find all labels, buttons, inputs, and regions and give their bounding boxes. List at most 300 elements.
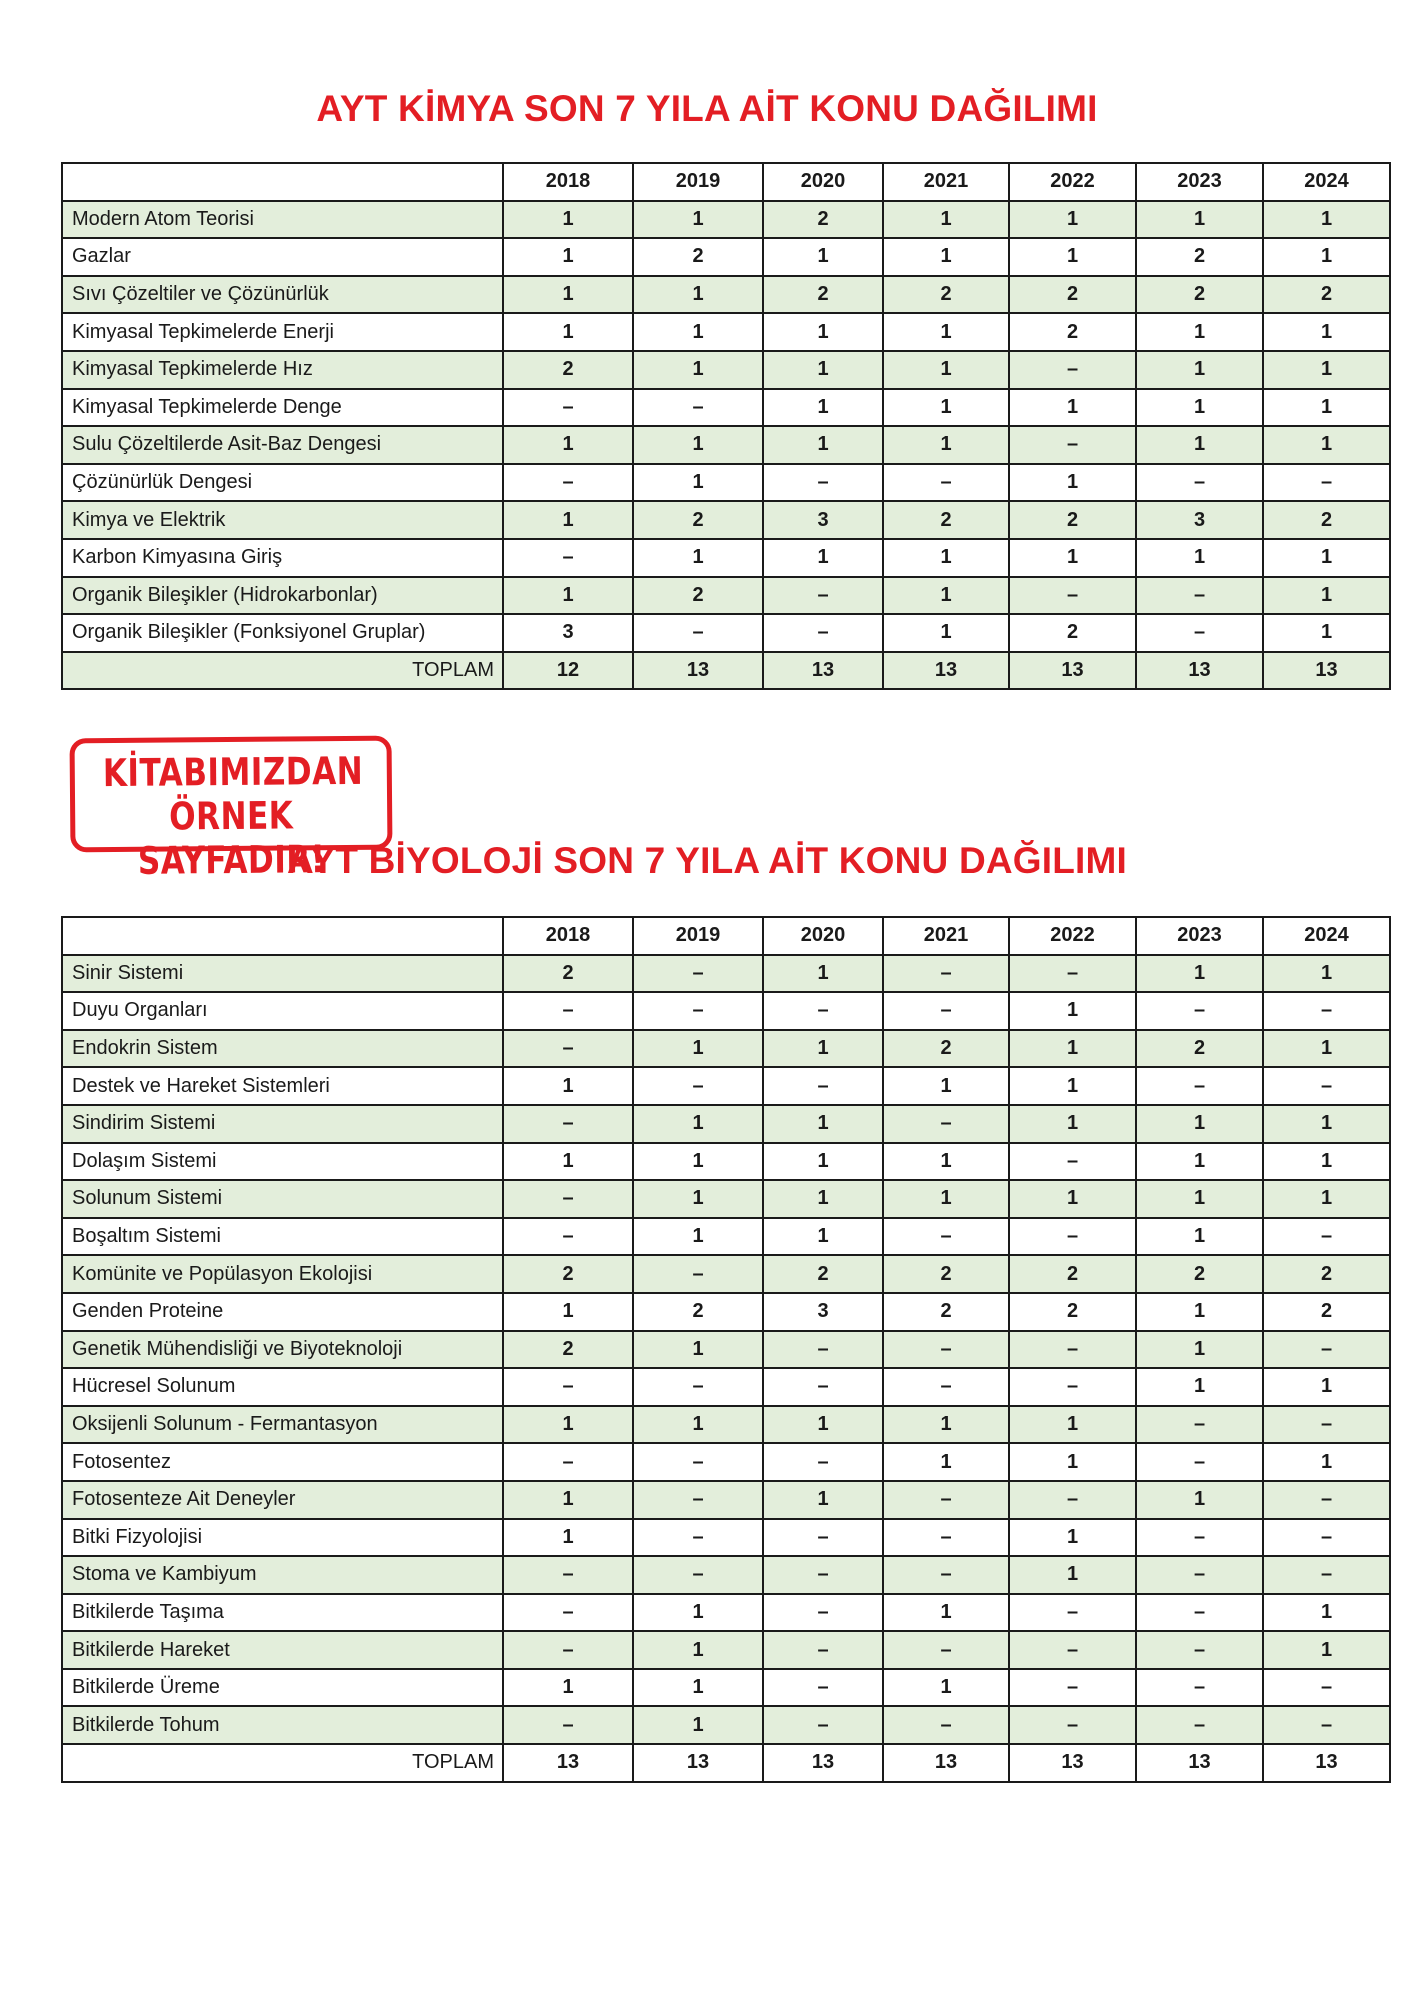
- value-cell: 1: [503, 1293, 633, 1331]
- value-cell: –: [503, 1180, 633, 1218]
- value-cell: –: [1009, 1631, 1136, 1669]
- value-cell: –: [1263, 1067, 1390, 1105]
- value-cell: 1: [1263, 1180, 1390, 1218]
- value-cell: –: [883, 1631, 1009, 1669]
- total-value: 13: [763, 1744, 883, 1782]
- value-cell: –: [1009, 1143, 1136, 1181]
- year-header: 2020: [763, 917, 883, 955]
- biology-table: [61, 916, 1391, 1783]
- table-row: [62, 955, 1390, 993]
- value-cell: 1: [503, 501, 633, 539]
- header-row: [62, 163, 1390, 201]
- value-cell: 1: [1009, 238, 1136, 276]
- value-cell: 1: [763, 539, 883, 577]
- value-cell: 1: [633, 1631, 763, 1669]
- value-cell: 1: [1009, 539, 1136, 577]
- value-cell: 1: [633, 1030, 763, 1068]
- value-cell: 1: [633, 1180, 763, 1218]
- value-cell: 1: [1263, 1368, 1390, 1406]
- year-header: 2019: [633, 917, 763, 955]
- table-row: [62, 1669, 1390, 1707]
- table-row: [62, 1594, 1390, 1632]
- topic-cell: Solunum Sistemi: [62, 1180, 503, 1218]
- total-row: [62, 652, 1390, 690]
- value-cell: –: [1009, 1706, 1136, 1744]
- total-value: 13: [763, 652, 883, 690]
- value-cell: 1: [1136, 539, 1263, 577]
- value-cell: –: [883, 1218, 1009, 1256]
- value-cell: 2: [883, 276, 1009, 314]
- topic-cell: Bitkilerde Tohum: [62, 1706, 503, 1744]
- value-cell: 1: [1263, 955, 1390, 993]
- value-cell: 2: [763, 276, 883, 314]
- total-value: 13: [1136, 1744, 1263, 1782]
- biology-title: AYT BİYOLOJİ SON 7 YILA AİT KONU DAĞILIMI: [286, 840, 1128, 881]
- topic-cell: Kimya ve Elektrik: [62, 501, 503, 539]
- value-cell: 3: [763, 1293, 883, 1331]
- value-cell: –: [1136, 1067, 1263, 1105]
- value-cell: 1: [1263, 614, 1390, 652]
- value-cell: –: [1263, 1481, 1390, 1519]
- value-cell: –: [1136, 1443, 1263, 1481]
- value-cell: –: [1009, 577, 1136, 615]
- value-cell: 1: [1009, 1519, 1136, 1557]
- value-cell: 1: [633, 1143, 763, 1181]
- value-cell: 1: [1263, 426, 1390, 464]
- value-cell: –: [633, 1481, 763, 1519]
- topic-cell: Komünite ve Popülasyon Ekolojisi: [62, 1255, 503, 1293]
- value-cell: –: [1009, 1218, 1136, 1256]
- value-cell: –: [503, 389, 633, 427]
- value-cell: –: [1009, 426, 1136, 464]
- table-row: [62, 1067, 1390, 1105]
- topic-cell: Sinir Sistemi: [62, 955, 503, 993]
- value-cell: –: [1136, 1594, 1263, 1632]
- value-cell: 2: [1009, 1293, 1136, 1331]
- topic-cell: Hücresel Solunum: [62, 1368, 503, 1406]
- year-header: 2022: [1009, 917, 1136, 955]
- total-value: 12: [503, 652, 633, 690]
- total-label: TOPLAM: [62, 1744, 503, 1782]
- value-cell: 1: [1136, 1368, 1263, 1406]
- value-cell: 1: [883, 313, 1009, 351]
- value-cell: 1: [883, 426, 1009, 464]
- value-cell: 1: [1009, 1105, 1136, 1143]
- value-cell: 2: [503, 351, 633, 389]
- value-cell: –: [633, 1368, 763, 1406]
- value-cell: –: [1009, 955, 1136, 993]
- table-row: [62, 426, 1390, 464]
- value-cell: –: [1136, 1406, 1263, 1444]
- value-cell: –: [1263, 1669, 1390, 1707]
- value-cell: 1: [1136, 1143, 1263, 1181]
- value-cell: 2: [1136, 1030, 1263, 1068]
- value-cell: –: [763, 1331, 883, 1369]
- value-cell: 2: [633, 1293, 763, 1331]
- table-row: [62, 1255, 1390, 1293]
- value-cell: 1: [1263, 201, 1390, 239]
- value-cell: 1: [883, 1406, 1009, 1444]
- value-cell: 2: [503, 1331, 633, 1369]
- value-cell: 2: [763, 201, 883, 239]
- table-row: [62, 1180, 1390, 1218]
- table-row: [62, 1143, 1390, 1181]
- table-row: [62, 1331, 1390, 1369]
- header-corner: [62, 163, 503, 201]
- value-cell: 1: [633, 1669, 763, 1707]
- value-cell: –: [1136, 577, 1263, 615]
- value-cell: 1: [1263, 238, 1390, 276]
- value-cell: –: [503, 1443, 633, 1481]
- value-cell: 1: [1009, 1406, 1136, 1444]
- value-cell: 1: [1263, 313, 1390, 351]
- value-cell: –: [1263, 464, 1390, 502]
- value-cell: 2: [633, 577, 763, 615]
- value-cell: 1: [1263, 1631, 1390, 1669]
- value-cell: 1: [503, 276, 633, 314]
- value-cell: 3: [763, 501, 883, 539]
- table-row: [62, 1368, 1390, 1406]
- chemistry-title: AYT KİMYA SON 7 YILA AİT KONU DAĞILIMI: [316, 88, 1098, 129]
- value-cell: 1: [1136, 426, 1263, 464]
- value-cell: –: [1263, 1556, 1390, 1594]
- value-cell: 2: [503, 1255, 633, 1293]
- value-cell: 1: [763, 955, 883, 993]
- value-cell: –: [633, 955, 763, 993]
- value-cell: –: [883, 1556, 1009, 1594]
- value-cell: –: [763, 1067, 883, 1105]
- total-row: [62, 1744, 1390, 1782]
- value-cell: 1: [1009, 464, 1136, 502]
- value-cell: 1: [763, 313, 883, 351]
- value-cell: –: [883, 955, 1009, 993]
- total-value: 13: [883, 652, 1009, 690]
- value-cell: 2: [1136, 1255, 1263, 1293]
- value-cell: 1: [1009, 389, 1136, 427]
- table-row: [62, 464, 1390, 502]
- table-row: [62, 1706, 1390, 1744]
- value-cell: 2: [1136, 238, 1263, 276]
- value-cell: 1: [633, 464, 763, 502]
- topic-cell: Stoma ve Kambiyum: [62, 1556, 503, 1594]
- value-cell: –: [1009, 1669, 1136, 1707]
- value-cell: 1: [1263, 539, 1390, 577]
- table-row: [62, 238, 1390, 276]
- table-row: [62, 1030, 1390, 1068]
- value-cell: –: [883, 992, 1009, 1030]
- value-cell: –: [503, 1105, 633, 1143]
- topic-cell: Fotosentez: [62, 1443, 503, 1481]
- value-cell: 1: [883, 539, 1009, 577]
- value-cell: 1: [1136, 1180, 1263, 1218]
- total-value: 13: [1009, 1744, 1136, 1782]
- value-cell: 1: [633, 276, 763, 314]
- topic-cell: Çözünürlük Dengesi: [62, 464, 503, 502]
- table-row: [62, 1218, 1390, 1256]
- topic-cell: Genden Proteine: [62, 1293, 503, 1331]
- value-cell: –: [633, 1443, 763, 1481]
- value-cell: 1: [1136, 955, 1263, 993]
- value-cell: –: [1136, 464, 1263, 502]
- value-cell: 1: [503, 1519, 633, 1557]
- value-cell: 1: [1136, 1218, 1263, 1256]
- value-cell: –: [763, 1706, 883, 1744]
- value-cell: –: [503, 1556, 633, 1594]
- value-cell: –: [633, 389, 763, 427]
- value-cell: 2: [1009, 501, 1136, 539]
- value-cell: –: [633, 1519, 763, 1557]
- value-cell: 1: [633, 201, 763, 239]
- value-cell: 1: [1009, 1443, 1136, 1481]
- header-corner: [62, 917, 503, 955]
- stamp-line-1: KİTABIMIZDAN: [102, 748, 364, 796]
- topic-cell: Dolaşım Sistemi: [62, 1143, 503, 1181]
- value-cell: 2: [883, 501, 1009, 539]
- topic-cell: Kimyasal Tepkimelerde Hız: [62, 351, 503, 389]
- value-cell: 1: [763, 1481, 883, 1519]
- topic-cell: Organik Bileşikler (Hidrokarbonlar): [62, 577, 503, 615]
- topic-cell: Bitkilerde Üreme: [62, 1669, 503, 1707]
- value-cell: –: [1009, 1594, 1136, 1632]
- value-cell: –: [763, 1519, 883, 1557]
- value-cell: 1: [503, 1406, 633, 1444]
- year-header: 2021: [883, 163, 1009, 201]
- topic-cell: Bitkilerde Hareket: [62, 1631, 503, 1669]
- table-row: [62, 1105, 1390, 1143]
- value-cell: –: [503, 539, 633, 577]
- table-row: [62, 1293, 1390, 1331]
- topic-cell: Kimyasal Tepkimelerde Denge: [62, 389, 503, 427]
- value-cell: –: [1136, 1519, 1263, 1557]
- value-cell: 1: [763, 1406, 883, 1444]
- value-cell: 1: [633, 1105, 763, 1143]
- value-cell: 2: [503, 955, 633, 993]
- total-value: 13: [1009, 652, 1136, 690]
- value-cell: 1: [633, 1706, 763, 1744]
- value-cell: 2: [1009, 313, 1136, 351]
- value-cell: 1: [883, 1669, 1009, 1707]
- value-cell: –: [1136, 1706, 1263, 1744]
- value-cell: –: [1263, 1331, 1390, 1369]
- table-row: [62, 992, 1390, 1030]
- value-cell: 1: [1009, 1030, 1136, 1068]
- value-cell: 1: [1263, 1594, 1390, 1632]
- value-cell: 1: [503, 1067, 633, 1105]
- value-cell: –: [763, 1443, 883, 1481]
- value-cell: 1: [883, 1594, 1009, 1632]
- topic-cell: Modern Atom Teorisi: [62, 201, 503, 239]
- value-cell: –: [883, 1331, 1009, 1369]
- topic-cell: Oksijenli Solunum - Fermantasyon: [62, 1406, 503, 1444]
- value-cell: 1: [883, 351, 1009, 389]
- value-cell: 2: [633, 501, 763, 539]
- value-cell: 1: [1009, 1067, 1136, 1105]
- value-cell: 2: [883, 1255, 1009, 1293]
- topic-cell: Destek ve Hareket Sistemleri: [62, 1067, 503, 1105]
- year-header: 2018: [503, 163, 633, 201]
- value-cell: –: [503, 1631, 633, 1669]
- total-value: 13: [633, 652, 763, 690]
- total-value: 13: [503, 1744, 633, 1782]
- value-cell: –: [883, 1368, 1009, 1406]
- value-cell: 1: [1009, 201, 1136, 239]
- value-cell: –: [1009, 351, 1136, 389]
- total-value: 13: [1263, 652, 1390, 690]
- value-cell: 1: [1263, 351, 1390, 389]
- topic-cell: Gazlar: [62, 238, 503, 276]
- value-cell: 3: [1136, 501, 1263, 539]
- stamp-line-2: ÖRNEK SAYFADIR!: [137, 793, 326, 883]
- topic-cell: Genetik Mühendisliği ve Biyoteknoloji: [62, 1331, 503, 1369]
- value-cell: 1: [503, 577, 633, 615]
- value-cell: 1: [883, 1143, 1009, 1181]
- topic-cell: Duyu Organları: [62, 992, 503, 1030]
- value-cell: –: [633, 1556, 763, 1594]
- value-cell: –: [1009, 1368, 1136, 1406]
- value-cell: 1: [883, 1443, 1009, 1481]
- value-cell: 1: [633, 351, 763, 389]
- value-cell: 2: [883, 1293, 1009, 1331]
- value-cell: 1: [633, 1594, 763, 1632]
- value-cell: 1: [503, 1669, 633, 1707]
- year-header: 2018: [503, 917, 633, 955]
- topic-cell: Kimyasal Tepkimelerde Enerji: [62, 313, 503, 351]
- year-header: 2022: [1009, 163, 1136, 201]
- year-header: 2019: [633, 163, 763, 201]
- total-value: 13: [633, 1744, 763, 1782]
- value-cell: –: [633, 1067, 763, 1105]
- table-row: [62, 389, 1390, 427]
- value-cell: 1: [1263, 1443, 1390, 1481]
- value-cell: –: [883, 1706, 1009, 1744]
- value-cell: –: [1009, 1481, 1136, 1519]
- value-cell: –: [763, 577, 883, 615]
- value-cell: –: [1263, 1706, 1390, 1744]
- value-cell: –: [763, 1669, 883, 1707]
- topic-cell: Organik Bileşikler (Fonksiyonel Gruplar): [62, 614, 503, 652]
- value-cell: 1: [763, 1105, 883, 1143]
- value-cell: 2: [1263, 1255, 1390, 1293]
- value-cell: 1: [633, 1218, 763, 1256]
- value-cell: 2: [633, 238, 763, 276]
- year-header: 2024: [1263, 917, 1390, 955]
- value-cell: 1: [883, 1180, 1009, 1218]
- value-cell: 1: [763, 389, 883, 427]
- value-cell: 1: [633, 539, 763, 577]
- value-cell: 2: [1263, 501, 1390, 539]
- value-cell: –: [503, 1368, 633, 1406]
- value-cell: –: [503, 992, 633, 1030]
- table-row: [62, 577, 1390, 615]
- sample-page-stamp: [70, 736, 393, 883]
- year-header: 2023: [1136, 163, 1263, 201]
- value-cell: –: [1136, 614, 1263, 652]
- table-row: [62, 201, 1390, 239]
- value-cell: –: [1009, 1331, 1136, 1369]
- table-row: [62, 501, 1390, 539]
- topic-cell: Karbon Kimyasına Giriş: [62, 539, 503, 577]
- value-cell: 1: [1136, 313, 1263, 351]
- table-row: [62, 351, 1390, 389]
- topic-cell: Bitki Fizyolojisi: [62, 1519, 503, 1557]
- table-row: [62, 313, 1390, 351]
- year-header: 2020: [763, 163, 883, 201]
- year-header: 2024: [1263, 163, 1390, 201]
- value-cell: –: [763, 1556, 883, 1594]
- value-cell: 1: [883, 614, 1009, 652]
- value-cell: 2: [1263, 276, 1390, 314]
- value-cell: 1: [503, 238, 633, 276]
- value-cell: 1: [1263, 577, 1390, 615]
- value-cell: 2: [1009, 614, 1136, 652]
- value-cell: 1: [633, 426, 763, 464]
- table-row: [62, 1556, 1390, 1594]
- value-cell: –: [633, 992, 763, 1030]
- value-cell: –: [883, 1519, 1009, 1557]
- value-cell: –: [763, 464, 883, 502]
- year-header: 2021: [883, 917, 1009, 955]
- table-row: [62, 1406, 1390, 1444]
- value-cell: 1: [1136, 351, 1263, 389]
- value-cell: –: [883, 464, 1009, 502]
- value-cell: 1: [883, 201, 1009, 239]
- value-cell: 1: [1136, 1293, 1263, 1331]
- value-cell: 2: [1009, 276, 1136, 314]
- value-cell: –: [633, 614, 763, 652]
- value-cell: –: [503, 1594, 633, 1632]
- value-cell: 1: [1136, 201, 1263, 239]
- total-value: 13: [1263, 1744, 1390, 1782]
- value-cell: –: [1263, 1519, 1390, 1557]
- value-cell: –: [763, 1594, 883, 1632]
- value-cell: 1: [503, 313, 633, 351]
- value-cell: 1: [1263, 1143, 1390, 1181]
- value-cell: –: [1263, 1406, 1390, 1444]
- value-cell: 2: [763, 1255, 883, 1293]
- value-cell: –: [883, 1105, 1009, 1143]
- topic-cell: Sindirim Sistemi: [62, 1105, 503, 1143]
- value-cell: 1: [503, 426, 633, 464]
- value-cell: 1: [763, 426, 883, 464]
- value-cell: 1: [503, 1481, 633, 1519]
- table-row: [62, 539, 1390, 577]
- value-cell: 1: [883, 1067, 1009, 1105]
- value-cell: 1: [883, 238, 1009, 276]
- value-cell: 1: [1136, 1105, 1263, 1143]
- value-cell: 1: [1009, 1180, 1136, 1218]
- chemistry-table: [61, 162, 1391, 690]
- value-cell: –: [633, 1255, 763, 1293]
- value-cell: 1: [503, 1143, 633, 1181]
- topic-cell: Bitkilerde Taşıma: [62, 1594, 503, 1632]
- value-cell: 2: [1009, 1255, 1136, 1293]
- value-cell: –: [503, 464, 633, 502]
- value-cell: –: [1136, 1556, 1263, 1594]
- value-cell: 1: [633, 313, 763, 351]
- value-cell: 1: [1009, 992, 1136, 1030]
- value-cell: 1: [763, 1218, 883, 1256]
- total-value: 13: [1136, 652, 1263, 690]
- year-header: 2023: [1136, 917, 1263, 955]
- value-cell: 1: [633, 1406, 763, 1444]
- value-cell: 1: [1263, 1030, 1390, 1068]
- value-cell: 1: [1263, 389, 1390, 427]
- table-row: [62, 1519, 1390, 1557]
- total-value: 13: [883, 1744, 1009, 1782]
- header-row: [62, 917, 1390, 955]
- value-cell: 1: [763, 1180, 883, 1218]
- value-cell: –: [763, 1631, 883, 1669]
